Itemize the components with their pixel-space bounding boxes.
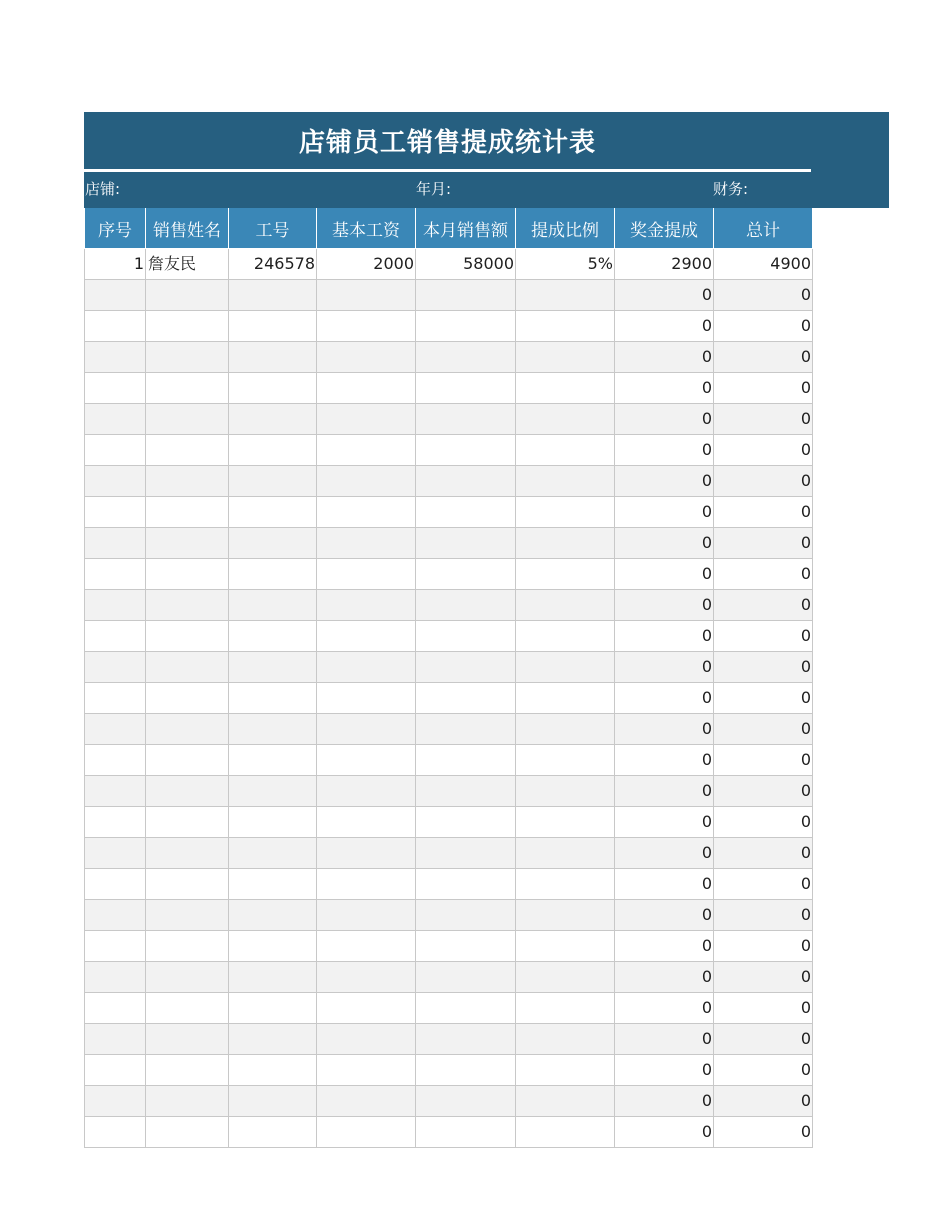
- cell-bonus[interactable]: 0: [615, 683, 714, 714]
- cell-monthly-sales[interactable]: [416, 1024, 516, 1055]
- cell-total[interactable]: 0: [714, 869, 813, 900]
- cell-bonus[interactable]: 0: [615, 714, 714, 745]
- cell-employee-id[interactable]: [229, 311, 317, 342]
- cell-commission-rate[interactable]: [516, 962, 615, 993]
- cell-index[interactable]: [85, 404, 146, 435]
- cell-total[interactable]: 0: [714, 714, 813, 745]
- cell-index[interactable]: [85, 342, 146, 373]
- cell-total[interactable]: 0: [714, 311, 813, 342]
- cell-commission-rate[interactable]: [516, 869, 615, 900]
- cell-monthly-sales[interactable]: [416, 807, 516, 838]
- cell-employee-id[interactable]: [229, 280, 317, 311]
- table-row: [85, 373, 813, 404]
- cell-base-salary[interactable]: [317, 683, 416, 714]
- cell-monthly-sales[interactable]: [416, 590, 516, 621]
- cell-base-salary[interactable]: [317, 714, 416, 745]
- cell-employee-id[interactable]: [229, 993, 317, 1024]
- cell-employee-id[interactable]: [229, 528, 317, 559]
- table-row: [85, 435, 813, 466]
- cell-sales-name[interactable]: [146, 528, 229, 559]
- cell-total[interactable]: 0: [714, 404, 813, 435]
- cell-commission-rate[interactable]: [516, 745, 615, 776]
- table-row: [85, 993, 813, 1024]
- cell-employee-id[interactable]: [229, 683, 317, 714]
- cell-total[interactable]: 0: [714, 466, 813, 497]
- cell-base-salary[interactable]: [317, 373, 416, 404]
- cell-total[interactable]: 0: [714, 900, 813, 931]
- cell-total[interactable]: 0: [714, 838, 813, 869]
- cell-monthly-sales[interactable]: [416, 1117, 516, 1148]
- cell-employee-id[interactable]: [229, 745, 317, 776]
- cell-total[interactable]: 0: [714, 745, 813, 776]
- cell-commission-rate[interactable]: [516, 1055, 615, 1086]
- cell-index[interactable]: [85, 869, 146, 900]
- cell-index[interactable]: [85, 466, 146, 497]
- table-row: [85, 249, 813, 280]
- header-band: [84, 112, 889, 208]
- cell-bonus[interactable]: 0: [615, 280, 714, 311]
- cell-bonus[interactable]: 0: [615, 559, 714, 590]
- cell-sales-name[interactable]: [146, 404, 229, 435]
- store-label: 店铺:: [85, 180, 121, 198]
- cell-commission-rate[interactable]: 5%: [516, 249, 615, 280]
- cell-base-salary[interactable]: [317, 993, 416, 1024]
- cell-index[interactable]: [85, 900, 146, 931]
- sheet-title: 店铺员工销售提成统计表: [298, 128, 596, 158]
- cell-commission-rate[interactable]: [516, 373, 615, 404]
- cell-sales-name[interactable]: [146, 1055, 229, 1086]
- cell-sales-name[interactable]: [146, 993, 229, 1024]
- cell-monthly-sales[interactable]: [416, 869, 516, 900]
- table-row: [85, 869, 813, 900]
- cell-sales-name[interactable]: [146, 714, 229, 745]
- table-row: [85, 683, 813, 714]
- cell-employee-id[interactable]: [229, 373, 317, 404]
- cell-total[interactable]: 0: [714, 962, 813, 993]
- cell-employee-id[interactable]: 246578: [229, 249, 317, 280]
- cell-bonus[interactable]: 0: [615, 838, 714, 869]
- cell-total[interactable]: 0: [714, 776, 813, 807]
- cell-index[interactable]: [85, 807, 146, 838]
- cell-total[interactable]: 0: [714, 280, 813, 311]
- cell-commission-rate[interactable]: [516, 652, 615, 683]
- cell-monthly-sales[interactable]: [416, 1086, 516, 1117]
- cell-monthly-sales[interactable]: [416, 900, 516, 931]
- cell-total[interactable]: 0: [714, 621, 813, 652]
- cell-base-salary[interactable]: [317, 869, 416, 900]
- cell-base-salary[interactable]: [317, 342, 416, 373]
- cell-sales-name[interactable]: 詹友民: [146, 249, 229, 280]
- cell-index[interactable]: [85, 993, 146, 1024]
- cell-base-salary[interactable]: [317, 807, 416, 838]
- cell-employee-id[interactable]: [229, 590, 317, 621]
- cell-monthly-sales[interactable]: [416, 931, 516, 962]
- cell-base-salary[interactable]: [317, 652, 416, 683]
- cell-monthly-sales[interactable]: [416, 776, 516, 807]
- cell-employee-id[interactable]: [229, 1024, 317, 1055]
- cell-sales-name[interactable]: [146, 807, 229, 838]
- cell-employee-id[interactable]: [229, 900, 317, 931]
- cell-total[interactable]: 0: [714, 373, 813, 404]
- cell-index[interactable]: [85, 1117, 146, 1148]
- cell-employee-id[interactable]: [229, 621, 317, 652]
- cell-commission-rate[interactable]: [516, 280, 615, 311]
- header-bonus: 奖金提成: [615, 208, 714, 249]
- title-underline: [84, 169, 811, 172]
- cell-base-salary[interactable]: [317, 745, 416, 776]
- cell-base-salary[interactable]: [317, 466, 416, 497]
- cell-sales-name[interactable]: [146, 342, 229, 373]
- cell-monthly-sales[interactable]: [416, 466, 516, 497]
- cell-sales-name[interactable]: [146, 869, 229, 900]
- cell-sales-name[interactable]: [146, 745, 229, 776]
- table-row: [85, 621, 813, 652]
- cell-total[interactable]: 0: [714, 342, 813, 373]
- cell-commission-rate[interactable]: [516, 590, 615, 621]
- commission-table: [84, 208, 813, 1148]
- cell-monthly-sales[interactable]: [416, 993, 516, 1024]
- cell-bonus[interactable]: 0: [615, 590, 714, 621]
- cell-total[interactable]: 0: [714, 1055, 813, 1086]
- cell-employee-id[interactable]: [229, 1117, 317, 1148]
- cell-base-salary[interactable]: [317, 590, 416, 621]
- cell-monthly-sales[interactable]: [416, 342, 516, 373]
- cell-base-salary[interactable]: [317, 280, 416, 311]
- header-total: 总计: [714, 208, 813, 249]
- cell-commission-rate[interactable]: [516, 993, 615, 1024]
- table-row: [85, 280, 813, 311]
- cell-commission-rate[interactable]: [516, 776, 615, 807]
- cell-bonus[interactable]: 0: [615, 311, 714, 342]
- cell-bonus[interactable]: 0: [615, 900, 714, 931]
- cell-bonus[interactable]: 0: [615, 435, 714, 466]
- cell-index[interactable]: [85, 1086, 146, 1117]
- cell-base-salary[interactable]: [317, 962, 416, 993]
- cell-total[interactable]: 0: [714, 559, 813, 590]
- cell-bonus[interactable]: 0: [615, 993, 714, 1024]
- cell-employee-id[interactable]: [229, 559, 317, 590]
- cell-sales-name[interactable]: [146, 497, 229, 528]
- cell-sales-name[interactable]: [146, 311, 229, 342]
- cell-base-salary[interactable]: [317, 931, 416, 962]
- table-row: [85, 590, 813, 621]
- table-row: [85, 311, 813, 342]
- cell-commission-rate[interactable]: [516, 621, 615, 652]
- cell-employee-id[interactable]: [229, 807, 317, 838]
- cell-index[interactable]: [85, 528, 146, 559]
- month-label: 年月:: [416, 180, 452, 198]
- cell-index[interactable]: [85, 683, 146, 714]
- cell-bonus[interactable]: 2900: [615, 249, 714, 280]
- cell-base-salary[interactable]: [317, 559, 416, 590]
- cell-bonus[interactable]: 0: [615, 869, 714, 900]
- cell-bonus[interactable]: 0: [615, 621, 714, 652]
- cell-base-salary[interactable]: [317, 528, 416, 559]
- table-row: [85, 342, 813, 373]
- cell-employee-id[interactable]: [229, 714, 317, 745]
- cell-index[interactable]: [85, 1055, 146, 1086]
- cell-employee-id[interactable]: [229, 466, 317, 497]
- table-row: [85, 838, 813, 869]
- cell-monthly-sales[interactable]: [416, 528, 516, 559]
- cell-bonus[interactable]: 0: [615, 1024, 714, 1055]
- cell-bonus[interactable]: 0: [615, 342, 714, 373]
- table-row: [85, 900, 813, 931]
- cell-sales-name[interactable]: [146, 962, 229, 993]
- cell-bonus[interactable]: 0: [615, 466, 714, 497]
- cell-index[interactable]: [85, 838, 146, 869]
- cell-employee-id[interactable]: [229, 404, 317, 435]
- cell-bonus[interactable]: 0: [615, 807, 714, 838]
- cell-base-salary[interactable]: [317, 1086, 416, 1117]
- cell-base-salary[interactable]: [317, 1117, 416, 1148]
- cell-base-salary[interactable]: [317, 838, 416, 869]
- cell-commission-rate[interactable]: [516, 435, 615, 466]
- cell-commission-rate[interactable]: [516, 807, 615, 838]
- cell-employee-id[interactable]: [229, 1086, 317, 1117]
- cell-sales-name[interactable]: [146, 621, 229, 652]
- cell-commission-rate[interactable]: [516, 1086, 615, 1117]
- cell-bonus[interactable]: 0: [615, 1086, 714, 1117]
- table-body: [85, 249, 813, 1148]
- cell-index[interactable]: [85, 559, 146, 590]
- table-row: [85, 1086, 813, 1117]
- cell-monthly-sales[interactable]: [416, 373, 516, 404]
- table-row: [85, 714, 813, 745]
- cell-total[interactable]: 4900: [714, 249, 813, 280]
- header-index: 序号: [85, 208, 146, 249]
- cell-commission-rate[interactable]: [516, 1024, 615, 1055]
- cell-employee-id[interactable]: [229, 497, 317, 528]
- table-row: [85, 528, 813, 559]
- cell-employee-id[interactable]: [229, 1055, 317, 1086]
- cell-commission-rate[interactable]: [516, 931, 615, 962]
- cell-commission-rate[interactable]: [516, 1117, 615, 1148]
- cell-bonus[interactable]: 0: [615, 373, 714, 404]
- cell-commission-rate[interactable]: [516, 900, 615, 931]
- cell-base-salary[interactable]: [317, 1024, 416, 1055]
- cell-monthly-sales[interactable]: [416, 559, 516, 590]
- cell-employee-id[interactable]: [229, 931, 317, 962]
- cell-employee-id[interactable]: [229, 435, 317, 466]
- header-base-salary: 基本工资: [317, 208, 416, 249]
- cell-monthly-sales[interactable]: [416, 838, 516, 869]
- cell-total[interactable]: 0: [714, 993, 813, 1024]
- cell-index[interactable]: [85, 435, 146, 466]
- cell-monthly-sales[interactable]: [416, 652, 516, 683]
- cell-index[interactable]: [85, 931, 146, 962]
- cell-sales-name[interactable]: [146, 590, 229, 621]
- cell-bonus[interactable]: 0: [615, 1055, 714, 1086]
- cell-index[interactable]: [85, 590, 146, 621]
- cell-base-salary[interactable]: [317, 776, 416, 807]
- cell-sales-name[interactable]: [146, 435, 229, 466]
- cell-total[interactable]: 0: [714, 1117, 813, 1148]
- cell-sales-name[interactable]: [146, 280, 229, 311]
- table-row: [85, 559, 813, 590]
- table-row: [85, 404, 813, 435]
- finance-label: 财务:: [713, 180, 749, 198]
- table-row: [85, 931, 813, 962]
- cell-commission-rate[interactable]: [516, 838, 615, 869]
- cell-base-salary[interactable]: [317, 1055, 416, 1086]
- cell-sales-name[interactable]: [146, 900, 229, 931]
- cell-bonus[interactable]: 0: [615, 528, 714, 559]
- cell-commission-rate[interactable]: [516, 683, 615, 714]
- cell-index[interactable]: [85, 745, 146, 776]
- cell-sales-name[interactable]: [146, 838, 229, 869]
- spreadsheet: [84, 112, 889, 1148]
- cell-base-salary[interactable]: 2000: [317, 249, 416, 280]
- cell-sales-name[interactable]: [146, 931, 229, 962]
- cell-base-salary[interactable]: [317, 435, 416, 466]
- cell-sales-name[interactable]: [146, 1024, 229, 1055]
- cell-monthly-sales[interactable]: [416, 962, 516, 993]
- cell-bonus[interactable]: 0: [615, 776, 714, 807]
- cell-total[interactable]: 0: [714, 497, 813, 528]
- cell-commission-rate[interactable]: [516, 404, 615, 435]
- cell-base-salary[interactable]: [317, 621, 416, 652]
- cell-commission-rate[interactable]: [516, 528, 615, 559]
- cell-total[interactable]: 0: [714, 931, 813, 962]
- cell-monthly-sales[interactable]: 58000: [416, 249, 516, 280]
- cell-commission-rate[interactable]: [516, 342, 615, 373]
- cell-sales-name[interactable]: [146, 373, 229, 404]
- table-row: [85, 1024, 813, 1055]
- cell-sales-name[interactable]: [146, 1086, 229, 1117]
- table-row: [85, 652, 813, 683]
- cell-employee-id[interactable]: [229, 652, 317, 683]
- cell-total[interactable]: 0: [714, 1024, 813, 1055]
- cell-monthly-sales[interactable]: [416, 404, 516, 435]
- cell-sales-name[interactable]: [146, 1117, 229, 1148]
- cell-index[interactable]: [85, 1024, 146, 1055]
- cell-index[interactable]: [85, 311, 146, 342]
- cell-monthly-sales[interactable]: [416, 714, 516, 745]
- table-row: [85, 466, 813, 497]
- cell-index[interactable]: [85, 621, 146, 652]
- cell-total[interactable]: 0: [714, 435, 813, 466]
- table-row: [85, 497, 813, 528]
- cell-monthly-sales[interactable]: [416, 621, 516, 652]
- table-row: [85, 807, 813, 838]
- cell-index[interactable]: [85, 497, 146, 528]
- table-row: [85, 1117, 813, 1148]
- cell-bonus[interactable]: 0: [615, 962, 714, 993]
- cell-bonus[interactable]: 0: [615, 404, 714, 435]
- cell-commission-rate[interactable]: [516, 559, 615, 590]
- cell-employee-id[interactable]: [229, 776, 317, 807]
- cell-total[interactable]: 0: [714, 1086, 813, 1117]
- cell-employee-id[interactable]: [229, 869, 317, 900]
- cell-total[interactable]: 0: [714, 652, 813, 683]
- cell-index[interactable]: [85, 714, 146, 745]
- header-monthly-sales: 本月销售额: [416, 208, 516, 249]
- cell-monthly-sales[interactable]: [416, 435, 516, 466]
- cell-sales-name[interactable]: [146, 559, 229, 590]
- cell-base-salary[interactable]: [317, 404, 416, 435]
- cell-total[interactable]: 0: [714, 590, 813, 621]
- cell-bonus[interactable]: 0: [615, 1117, 714, 1148]
- cell-employee-id[interactable]: [229, 342, 317, 373]
- column-header-row: [85, 208, 813, 249]
- cell-sales-name[interactable]: [146, 683, 229, 714]
- cell-total[interactable]: 0: [714, 683, 813, 714]
- table-row: [85, 1055, 813, 1086]
- cell-sales-name[interactable]: [146, 652, 229, 683]
- table-row: [85, 962, 813, 993]
- cell-sales-name[interactable]: [146, 466, 229, 497]
- cell-total[interactable]: 0: [714, 528, 813, 559]
- cell-commission-rate[interactable]: [516, 497, 615, 528]
- header-sales-name: 销售姓名: [146, 208, 229, 249]
- cell-commission-rate[interactable]: [516, 714, 615, 745]
- cell-index[interactable]: [85, 373, 146, 404]
- table-row: [85, 776, 813, 807]
- cell-employee-id[interactable]: [229, 962, 317, 993]
- cell-index[interactable]: 1: [85, 249, 146, 280]
- cell-monthly-sales[interactable]: [416, 497, 516, 528]
- cell-monthly-sales[interactable]: [416, 1055, 516, 1086]
- header-employee-id: 工号: [229, 208, 317, 249]
- cell-commission-rate[interactable]: [516, 466, 615, 497]
- cell-base-salary[interactable]: [317, 497, 416, 528]
- cell-monthly-sales[interactable]: [416, 745, 516, 776]
- cell-sales-name[interactable]: [146, 776, 229, 807]
- cell-monthly-sales[interactable]: [416, 683, 516, 714]
- cell-base-salary[interactable]: [317, 900, 416, 931]
- cell-index[interactable]: [85, 776, 146, 807]
- cell-index[interactable]: [85, 652, 146, 683]
- cell-commission-rate[interactable]: [516, 311, 615, 342]
- cell-index[interactable]: [85, 962, 146, 993]
- cell-index[interactable]: [85, 280, 146, 311]
- table-row: [85, 745, 813, 776]
- cell-base-salary[interactable]: [317, 311, 416, 342]
- cell-employee-id[interactable]: [229, 838, 317, 869]
- cell-total[interactable]: 0: [714, 807, 813, 838]
- cell-monthly-sales[interactable]: [416, 280, 516, 311]
- cell-bonus[interactable]: 0: [615, 652, 714, 683]
- cell-bonus[interactable]: 0: [615, 745, 714, 776]
- cell-monthly-sales[interactable]: [416, 311, 516, 342]
- cell-bonus[interactable]: 0: [615, 931, 714, 962]
- cell-bonus[interactable]: 0: [615, 497, 714, 528]
- header-commission-rate: 提成比例: [516, 208, 615, 249]
